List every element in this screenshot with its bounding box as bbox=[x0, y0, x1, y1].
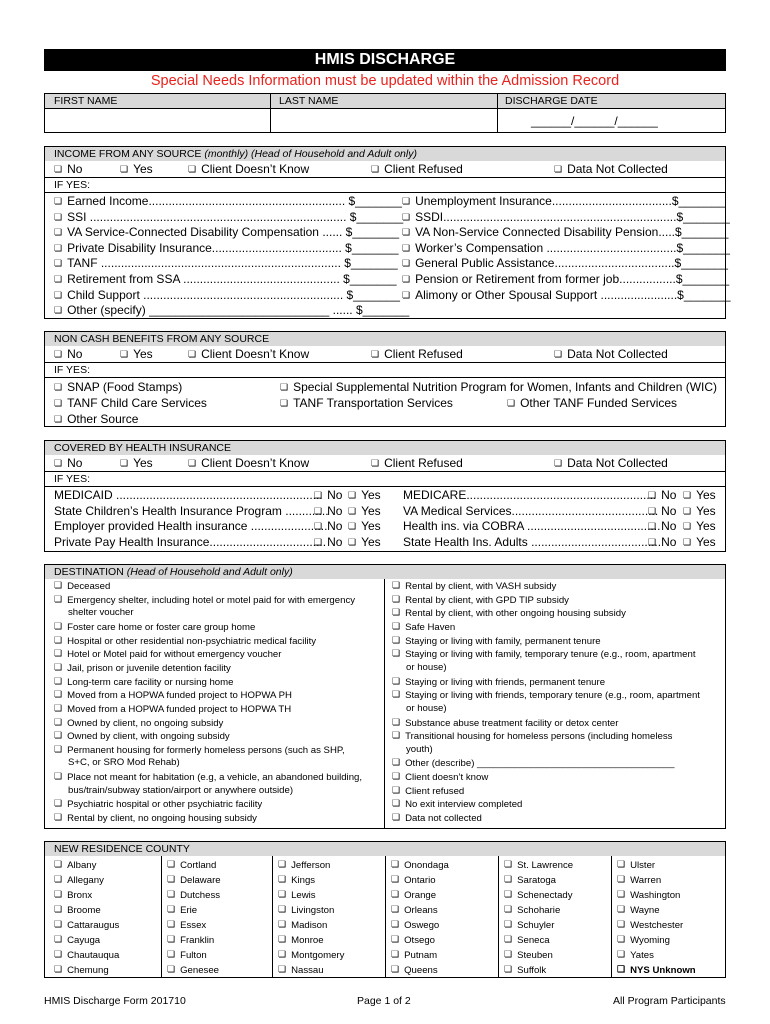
destination-option-continuation: bus/train/subway station/airport or anywhere outside) bbox=[68, 784, 294, 796]
county-section bbox=[44, 841, 726, 978]
health-yes-checkbox[interactable]: ❏ Yes bbox=[348, 488, 381, 502]
income-client-doesnt-know-checkbox[interactable]: ❏ Client Doesn’t Know bbox=[188, 162, 309, 176]
county-checkbox[interactable]: ❏ Yates bbox=[617, 949, 654, 961]
county-column-divider bbox=[611, 856, 612, 977]
county-checkbox[interactable]: ❏ Putnam bbox=[391, 949, 437, 961]
county-checkbox[interactable]: ❏ Ontario bbox=[391, 874, 436, 886]
county-checkbox[interactable]: ❏ Dutchess bbox=[167, 889, 220, 901]
county-checkbox[interactable]: ❏ Cattaraugus bbox=[54, 919, 119, 931]
last-name-label: LAST NAME bbox=[279, 95, 339, 107]
county-checkbox[interactable]: ❏ Steuben bbox=[504, 949, 553, 961]
health-no-checkbox[interactable]: ❏ No bbox=[648, 488, 676, 502]
income-source-checkbox[interactable]: ❏ Other (specify) ___________________________ ...... $_______ bbox=[54, 303, 409, 317]
health-no-checkbox[interactable]: ❏ No bbox=[314, 504, 342, 518]
destination-option-checkbox[interactable]: ❏ Hospital or other residential non-psychiatric medical facility bbox=[54, 635, 316, 647]
county-checkbox[interactable]: ❏ Schoharie bbox=[504, 904, 560, 916]
county-checkbox[interactable]: ❏ Wayne bbox=[617, 904, 660, 916]
destination-option-checkbox[interactable]: ❏ Jail, prison or juvenile detention facility bbox=[54, 662, 231, 674]
county-checkbox[interactable]: ❏ Warren bbox=[617, 874, 661, 886]
income-source-checkbox[interactable]: ❏ Pension or Retirement from former job.................$_______ bbox=[402, 272, 729, 286]
health-yes-checkbox[interactable]: ❏ Yes bbox=[683, 519, 716, 533]
destination-option-checkbox[interactable]: ❏ Client doesn’t know bbox=[392, 771, 488, 783]
county-checkbox[interactable]: ❏ Seneca bbox=[504, 934, 550, 946]
county-checkbox[interactable]: ❏ Jefferson bbox=[278, 859, 330, 871]
county-column-divider bbox=[385, 856, 386, 977]
noncash-other-tanf-checkbox[interactable]: ❏ Other TANF Funded Services bbox=[507, 396, 677, 410]
health-coverage-label: State Children’s Health Insurance Program ............. bbox=[54, 503, 329, 518]
noncash-section bbox=[44, 331, 726, 427]
health-coverage-label: MEDICARE......................................................... bbox=[403, 488, 657, 502]
noncash-tanf-transport-checkbox[interactable]: ❏ TANF Transportation Services bbox=[280, 396, 453, 410]
income-source-checkbox[interactable]: ❏ Alimony or Other Spousal Support .......................$_______ bbox=[402, 288, 731, 302]
destination-option-checkbox[interactable]: ❏ Psychiatric hospital or other psychiatric facility bbox=[54, 798, 262, 810]
income-heading: INCOME FROM ANY SOURCE (monthly) (Head of Household and Adult only) bbox=[45, 147, 725, 161]
county-checkbox[interactable]: ❏ Erie bbox=[167, 904, 197, 916]
county-checkbox[interactable]: ❏ Cayuga bbox=[54, 934, 100, 946]
county-column-divider bbox=[272, 856, 273, 977]
health-no-checkbox[interactable]: ❏ No bbox=[648, 535, 676, 549]
county-checkbox[interactable]: ❏ Lewis bbox=[278, 889, 316, 901]
destination-option-checkbox[interactable]: ❏ Owned by client, no ongoing subsidy bbox=[54, 717, 223, 729]
county-checkbox[interactable]: ❏ Essex bbox=[167, 919, 206, 931]
income-source-checkbox[interactable]: ❏ General Public Assistance....................................$_______ bbox=[402, 256, 728, 270]
health-no-checkbox[interactable]: ❏ No bbox=[648, 504, 676, 518]
footer-page-number: Page 1 of 2 bbox=[357, 995, 411, 1007]
destination-option-checkbox[interactable]: ❏ No exit interview completed bbox=[392, 798, 522, 810]
noncash-client-refused-checkbox[interactable]: ❏ Client Refused bbox=[371, 347, 463, 361]
health-client-doesnt-know-checkbox[interactable]: ❏ Client Doesn’t Know bbox=[188, 456, 309, 470]
destination-option-checkbox[interactable]: ❏ Moved from a HOPWA funded project to HOPWA TH bbox=[54, 703, 291, 715]
county-checkbox[interactable]: ❏ Delaware bbox=[167, 874, 221, 886]
destination-option-checkbox[interactable]: ❏ Other (describe) _____________________________________ bbox=[392, 757, 674, 769]
county-checkbox[interactable]: ❏ Onondaga bbox=[391, 859, 449, 871]
health-yes-checkbox[interactable]: ❏ Yes bbox=[120, 456, 153, 470]
county-checkbox[interactable]: ❏ Franklin bbox=[167, 934, 214, 946]
health-client-refused-checkbox[interactable]: ❏ Client Refused bbox=[371, 456, 463, 470]
destination-option-continuation: youth) bbox=[406, 743, 433, 755]
income-source-checkbox[interactable]: ❏ VA Service-Connected Disability Compensation ...... $_______ bbox=[54, 225, 399, 239]
county-checkbox[interactable]: ❏ Westchester bbox=[617, 919, 683, 931]
health-coverage-label: State Health Ins. Adults ....................................... bbox=[403, 534, 662, 549]
county-heading: NEW RESIDENCE COUNTY bbox=[45, 842, 725, 856]
income-data-not-collected-checkbox[interactable]: ❏ Data Not Collected bbox=[554, 162, 668, 176]
county-checkbox[interactable]: ❏ Suffolk bbox=[504, 964, 546, 976]
county-checkbox[interactable]: ❏ Fulton bbox=[167, 949, 207, 961]
destination-option-checkbox[interactable]: ❏ Rental by client, with other ongoing housing subsidy bbox=[392, 607, 626, 619]
destination-option-continuation: or house) bbox=[406, 702, 447, 714]
noncash-other-source-checkbox[interactable]: ❏ Other Source bbox=[54, 412, 138, 426]
destination-option-checkbox[interactable]: ❏ Long-term care facility or nursing home bbox=[54, 676, 233, 688]
health-section bbox=[44, 440, 726, 552]
county-checkbox[interactable]: ❏ Broome bbox=[54, 904, 101, 916]
county-checkbox[interactable]: ❏ St. Lawrence bbox=[504, 859, 573, 871]
county-checkbox[interactable]: ❏ Schenectady bbox=[504, 889, 573, 901]
health-coverage-label: Private Pay Health Insurance................................... bbox=[54, 534, 327, 549]
discharge-date-label: DISCHARGE DATE bbox=[505, 95, 598, 107]
health-yes-checkbox[interactable]: ❏ Yes bbox=[683, 488, 716, 502]
county-checkbox[interactable]: ❏ Washington bbox=[617, 889, 680, 901]
income-source-checkbox[interactable]: ❏ TANF ........................................................................ $_______ bbox=[54, 256, 398, 270]
income-yes-checkbox[interactable]: ❏ Yes bbox=[120, 162, 153, 176]
destination-option-checkbox[interactable]: ❏ Staying or living with family, temporary tenure (e.g., room, apartment bbox=[392, 648, 696, 660]
noncash-client-doesnt-know-checkbox[interactable]: ❏ Client Doesn’t Know bbox=[188, 347, 309, 361]
health-yes-checkbox[interactable]: ❏ Yes bbox=[348, 504, 381, 518]
destination-option-continuation: or house) bbox=[406, 661, 447, 673]
income-source-checkbox[interactable]: ❏ Unemployment Insurance....................................$_______ bbox=[402, 194, 725, 208]
county-checkbox[interactable]: ❏ Orleans bbox=[391, 904, 438, 916]
health-coverage-label: Employer provided Health insurance ....................... bbox=[54, 519, 328, 534]
destination-option-checkbox[interactable]: ❏ Foster care home or foster care group home bbox=[54, 621, 255, 633]
county-checkbox[interactable]: ❏ Genesee bbox=[167, 964, 219, 976]
county-checkbox[interactable]: ❏ Wyoming bbox=[617, 934, 670, 946]
name-date-header bbox=[45, 94, 725, 108]
destination-option-checkbox[interactable]: ❏ Emergency shelter, including hotel or motel paid for with emergency bbox=[54, 594, 355, 606]
destination-option-checkbox[interactable]: ❏ Rental by client, with VASH subsidy bbox=[392, 580, 556, 592]
destination-section bbox=[44, 564, 726, 829]
health-no-checkbox[interactable]: ❏ No bbox=[648, 519, 676, 533]
income-source-checkbox[interactable]: ❏ Worker’s Compensation .......................................$_______ bbox=[402, 241, 730, 255]
noncash-data-not-collected-checkbox[interactable]: ❏ Data Not Collected bbox=[554, 347, 668, 361]
last-name-field[interactable] bbox=[272, 109, 496, 131]
income-source-checkbox[interactable]: ❏ VA Non-Service Connected Disability Pension.....$_______ bbox=[402, 225, 728, 239]
noncash-yes-checkbox[interactable]: ❏ Yes bbox=[120, 347, 153, 361]
income-source-checkbox[interactable]: ❏ SSDI......................................................................$_______ bbox=[402, 210, 730, 224]
health-coverage-label: MEDICAID .............................................................. bbox=[54, 488, 323, 502]
county-checkbox[interactable]: ❏ Saratoga bbox=[504, 874, 556, 886]
name-date-box bbox=[44, 93, 726, 133]
destination-option-checkbox[interactable]: ❏ Permanent housing for formerly homeless persons (such as SHP, bbox=[54, 744, 345, 756]
county-checkbox[interactable]: ❏ Ulster bbox=[617, 859, 655, 871]
county-checkbox[interactable]: ❏ Chautauqua bbox=[54, 949, 119, 961]
form-title: HMIS DISCHARGE bbox=[44, 49, 726, 71]
destination-option-checkbox[interactable]: ❏ Hotel or Motel paid for without emergency voucher bbox=[54, 648, 281, 660]
county-checkbox[interactable]: ❏ Albany bbox=[54, 859, 96, 871]
county-column-divider bbox=[498, 856, 499, 977]
health-heading: COVERED BY HEALTH INSURANCE bbox=[45, 441, 725, 455]
health-if-yes: IF YES: bbox=[45, 472, 725, 486]
destination-option-checkbox[interactable]: ❏ Deceased bbox=[54, 580, 110, 592]
destination-option-checkbox[interactable]: ❏ Rental by client, no ongoing housing subsidy bbox=[54, 812, 257, 824]
health-data-not-collected-checkbox[interactable]: ❏ Data Not Collected bbox=[554, 456, 668, 470]
income-source-checkbox[interactable]: ❏ Earned Income........................................................... $_______ bbox=[54, 194, 402, 208]
footer-form-id: HMIS Discharge Form 201710 bbox=[44, 995, 186, 1007]
destination-option-checkbox[interactable]: ❏ Owned by client, with ongoing subsidy bbox=[54, 730, 230, 742]
county-column-divider bbox=[161, 856, 162, 977]
county-checkbox[interactable]: ❏ Monroe bbox=[278, 934, 324, 946]
income-client-refused-checkbox[interactable]: ❏ Client Refused bbox=[371, 162, 463, 176]
discharge-date-field[interactable]: ______/______/______ bbox=[531, 114, 658, 128]
destination-option-checkbox[interactable]: ❏ Data not collected bbox=[392, 812, 482, 824]
destination-option-checkbox[interactable]: ❏ Moved from a HOPWA funded project to HOPWA PH bbox=[54, 689, 292, 701]
county-checkbox[interactable]: ❏ Livingston bbox=[278, 904, 334, 916]
destination-heading: DESTINATION (Head of Household and Adult only) bbox=[45, 565, 725, 579]
destination-option-checkbox[interactable]: ❏ Staying or living with friends, permanent tenure bbox=[392, 676, 605, 688]
income-no-checkbox[interactable]: ❏ No bbox=[54, 162, 82, 176]
destination-option-checkbox[interactable]: ❏ Staying or living with friends, temporary tenure (e.g., room, apartment bbox=[392, 689, 700, 701]
health-yes-checkbox[interactable]: ❏ Yes bbox=[348, 535, 381, 549]
form-subtitle: Special Needs Information must be updated within the Admission Record bbox=[150, 73, 620, 89]
county-checkbox[interactable]: ❏ Allegany bbox=[54, 874, 104, 886]
destination-option-checkbox[interactable]: ❏ Transitional housing for homeless persons (including homeless bbox=[392, 730, 672, 742]
county-checkbox[interactable]: ❏ Orange bbox=[391, 889, 436, 901]
destination-option-checkbox[interactable]: ❏ Place not meant for habitation (e.g, a vehicle, an abandoned building, bbox=[54, 771, 362, 783]
income-source-checkbox[interactable]: ❏ SSI ............................................................................. $_______ bbox=[54, 210, 403, 224]
health-no-checkbox[interactable]: ❏ No bbox=[314, 519, 342, 533]
health-no-checkbox[interactable]: ❏ No bbox=[314, 535, 342, 549]
income-section bbox=[44, 146, 731, 319]
health-yes-checkbox[interactable]: ❏ Yes bbox=[683, 535, 716, 549]
destination-option-continuation: shelter voucher bbox=[68, 607, 134, 619]
county-checkbox[interactable]: ❏ Queens bbox=[391, 964, 438, 976]
county-checkbox[interactable]: ❏ Schuyler bbox=[504, 919, 554, 931]
noncash-if-yes: IF YES: bbox=[45, 363, 725, 377]
footer-audience: All Program Participants bbox=[613, 995, 726, 1007]
income-source-checkbox[interactable]: ❏ Retirement from SSA ............................................... $_______ bbox=[54, 272, 397, 286]
noncash-snap-checkbox[interactable]: ❏ SNAP (Food Stamps) bbox=[54, 380, 182, 394]
county-checkbox[interactable]: ❏ Otsego bbox=[391, 934, 435, 946]
destination-option-continuation: S+C, or SRO Mod Rehab) bbox=[68, 757, 180, 769]
county-checkbox[interactable]: ❏ Chemung bbox=[54, 964, 109, 976]
health-coverage-label: Health ins. via COBRA ........................................ bbox=[403, 519, 661, 534]
county-checkbox[interactable]: ❏ Montgomery bbox=[278, 949, 344, 961]
income-source-checkbox[interactable]: ❏ Child Support ............................................................ $_______ bbox=[54, 288, 400, 302]
health-coverage-label: VA Medical Services............................................ bbox=[403, 503, 659, 518]
noncash-no-checkbox[interactable]: ❏ No bbox=[54, 347, 82, 361]
destination-option-checkbox[interactable]: ❏ Rental by client, with GPD TIP subsidy bbox=[392, 594, 569, 606]
first-name-label: FIRST NAME bbox=[54, 95, 118, 107]
county-checkbox[interactable]: ❏ Cortland bbox=[167, 859, 216, 871]
county-checkbox[interactable]: ❏ Oswego bbox=[391, 919, 439, 931]
destination-option-checkbox[interactable]: ❏ Substance abuse treatment facility or detox center bbox=[392, 717, 618, 729]
destination-option-checkbox[interactable]: ❏ Staying or living with family, permanent tenure bbox=[392, 635, 601, 647]
income-source-checkbox[interactable]: ❏ Private Disability Insurance....................................... $_______ bbox=[54, 241, 399, 255]
county-checkbox[interactable]: ❏ Bronx bbox=[54, 889, 92, 901]
county-checkbox[interactable]: ❏ Nassau bbox=[278, 964, 324, 976]
health-no-checkbox[interactable]: ❏ No bbox=[314, 488, 342, 502]
noncash-wic-checkbox[interactable]: ❏ Special Supplemental Nutrition Program for Women, Infants and Children (WIC) bbox=[280, 380, 717, 394]
noncash-heading: NON CASH BENEFITS FROM ANY SOURCE bbox=[45, 332, 725, 346]
county-checkbox[interactable]: ❏ Madison bbox=[278, 919, 327, 931]
destination-option-checkbox[interactable]: ❏ Safe Haven bbox=[392, 621, 455, 633]
county-checkbox[interactable]: ❏ NYS Unknown bbox=[617, 964, 696, 976]
county-checkbox[interactable]: ❏ Kings bbox=[278, 874, 315, 886]
destination-option-checkbox[interactable]: ❏ Client refused bbox=[392, 785, 464, 797]
health-yes-checkbox[interactable]: ❏ Yes bbox=[683, 504, 716, 518]
health-no-checkbox[interactable]: ❏ No bbox=[54, 456, 82, 470]
noncash-tanf-childcare-checkbox[interactable]: ❏ TANF Child Care Services bbox=[54, 396, 207, 410]
first-name-field[interactable] bbox=[46, 109, 269, 131]
health-yes-checkbox[interactable]: ❏ Yes bbox=[348, 519, 381, 533]
income-if-yes: IF YES: bbox=[45, 178, 725, 192]
